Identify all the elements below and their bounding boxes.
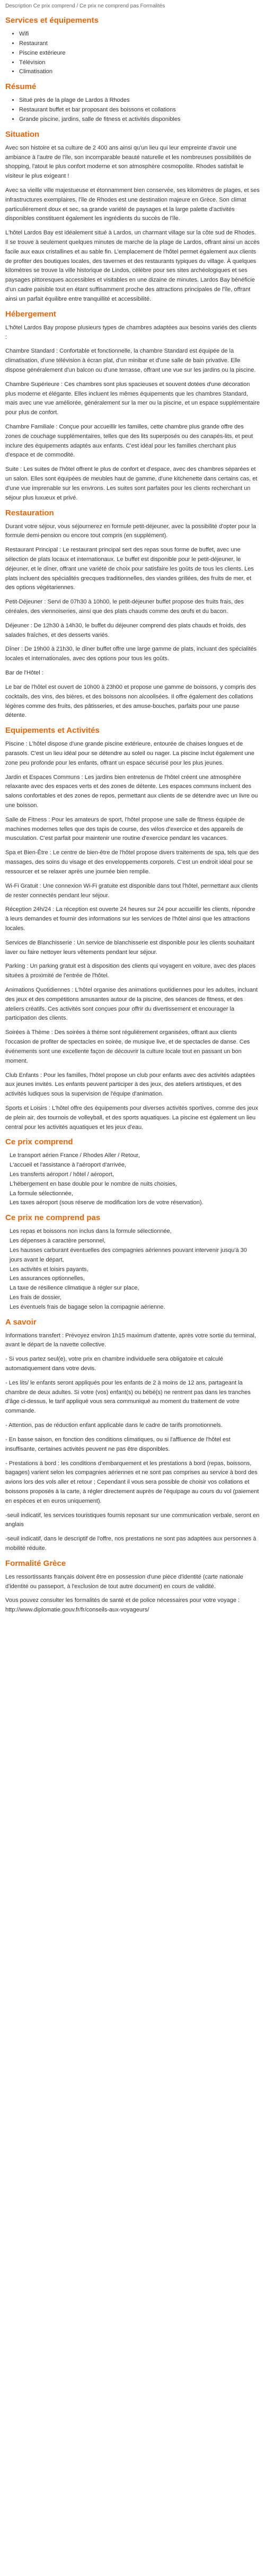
- price-includes-item: Les transferts aéroport / hôtel / aéroport,: [10, 1171, 114, 1178]
- services-list: [5, 30, 260, 77]
- hebergement-title: Hébergement: [5, 309, 56, 319]
- restauration-paragraph: Restaurant Principal : Le restaurant principal sert des repas sous forme de buffet, avec une sélection de plats locaux et internationaux. Le buffet est disponible pour le petit-déjeuner, le déjeuner, et le dîner, offrant une variété de choix pour satisfaire les goûts de tous les clients. Les plats incluent des spécialités grecques traditionnelles, des viandes grillées, des fruits de mer, et des options végétariennes.: [5, 547, 254, 591]
- savoir-paragraph: -seuil indicatif, les services touristiques fournis reposant sur une communication verbale, seront en anglais: [5, 1512, 260, 1528]
- equipements-paragraph: Club Enfants : Pour les familles, l'hôtel propose un club pour enfants avec des activités adaptées aux jeunes invités. Les enfants peuvent participer à des jeux, des ateliers artistiques, et des activités ludiques sous la supervision de l'équipe d'animation.: [5, 1072, 255, 1098]
- equipements-paragraph: Piscine : L'hôtel dispose d'une grande piscine extérieure, entourée de chaises longues et de parasols. C'est un lieu idéal pour se détendre au soleil ou nager. La piscine inclut également une zone peu profonde pour les enfants, offrant un espace sécurisé pour les plus jeunes.: [5, 741, 254, 766]
- equipements-paragraph: Soirées à Thème : Des soirées à thème sont régulièrement organisées, offrant aux clients l'occasion de profiter de spectacles en soirée, de musique live, et de spectacles de danse. Ces événements sont une excellente façon de découvrir la culture locale tout en passant un bon moment.: [5, 1029, 250, 1064]
- resume-item: • Restaurant buffet et bar proposant des boissons et collations: [19, 106, 260, 115]
- equipements-paragraph: Spa et Bien-Être : Le centre de bien-être de l'hôtel propose divers traitements de spa, tels que des massages, des soins du visage et des enveloppements corporels. C'est un endroit idéal pour se ressourcer et se relaxer après une journée bien remplie.: [5, 849, 259, 875]
- situation-paragraph: L'hôtel Lardos Bay est idéalement situé à Lardos, un charmant village sur la côte sud de Rhodes. Il se trouve à seulement quelques minutes de marche de la plage de Lardos, offrant ainsi un accès facile aux eaux cristallines et au sable fin. L'emplacement de l'hôtel permet également aux clients de profiter des boutiques locales, des tavernes et des restaurants typiques du village. À quelques kilomètres se trouve la ville historique de Lindos, célèbre pour ses sites archéologiques et ses paysages pittoresques accessibles et visitables en une dizaine de minutes. Lardos Bay bénéficie d'un cadre paisible tout en étant suffisamment proche des attractions principales de l'île, offrant ainsi un parfait équilibre entre tranquillité et accessibilité.: [5, 230, 260, 302]
- services-item: • Piscine extérieure: [19, 49, 260, 58]
- price-includes-title: Ce prix comprend: [5, 1137, 73, 1147]
- services-section: [5, 16, 260, 77]
- restauration-paragraph: Bar de l'Hôtel :: [5, 670, 43, 677]
- price-excludes-item: Les assurances optionnelles,: [10, 1275, 85, 1282]
- price-includes-item: Le transport aérien France / Rhodes Aller / Retour,: [10, 1152, 140, 1159]
- situation-title: Situation: [5, 129, 40, 139]
- price-excludes-item: Les activités et loisirs payants,: [10, 1266, 89, 1273]
- situation-section: [5, 130, 260, 304]
- savoir-title: A savoir: [5, 1317, 37, 1327]
- equipements-paragraph: Parking : Un parking gratuit est à disposition des clients qui voyagent en voiture, avec des places situées à proximité de l'entrée de l'hôtel.: [5, 963, 256, 979]
- savoir-paragraph: -seuil indicatif, dans le descriptif de l'offre, nos prestations ne sont pas adaptées aux personnes à mobilité réduite.: [5, 1536, 257, 1552]
- hebergement-paragraph: Suite : Les suites de l'hôtel offrent le plus de confort et d'espace, avec des chambres séparées et un salon. Elles sont équipées de meubles haut de gamme, d'une kitchenette dans certains cas, et d'une vue imprenable sur les environs. Les suites sont parfaites pour les clients recherchant un séjour plus luxueux et privé.: [5, 466, 258, 501]
- hebergement-paragraph: Chambre Standard : Confortable et fonctionnelle, la chambre Standard est équipée de la climatisation, d'une télévision à écran plat, d'un minibar et d'une salle de bain privative. Elle dispose généralement d'un balcon ou d'une terrasse, offrant une vue sur les jardins ou la piscine.: [5, 348, 256, 373]
- hebergement-paragraph: Chambre Supérieure : Ces chambres sont plus spacieuses et souvent dotées d'une décoration plus moderne et élégante. Elles incluent les mêmes équipements que les chambres Standard, mais avec une vue améliorée, généralement sur la mer ou la piscine, et un espace supplémentaire pour plus de confort.: [5, 381, 260, 416]
- savoir-paragraph: - En basse saison, en fonction des conditions climatiques, ou si l'affluence de l'hôtel est insuffisante, certaines activités peuvent ne pas être disponibles.: [5, 1436, 231, 1452]
- price-excludes-item: Les dépenses à caractère personnel,: [10, 1238, 106, 1245]
- savoir-section: [5, 1318, 260, 1554]
- services-title: Services et équipements: [5, 16, 99, 25]
- price-excludes-item: Les frais de dossier,: [10, 1294, 61, 1301]
- price-includes-item: La formule sélectionnée,: [10, 1190, 73, 1197]
- equipements-paragraph: Sports et Loisirs : L'hôtel offre des équipements pour diverses activités sportives, comme des jeux de plein air, des tournois de volleyball, et des sports aquatiques. La piscine est également un lieu central pour les activités aquatiques et les jeux d'eau.: [5, 1105, 258, 1131]
- price-includes-item: Les taxes aéroport (sous réserve de modification lors de votre réservation).: [10, 1199, 204, 1206]
- resume-list: [5, 96, 260, 124]
- price-excludes-item: La taxe de résilience climatique à régler sur place,: [10, 1285, 139, 1292]
- resume-title: Résumé: [5, 82, 37, 92]
- price-excludes-title: Ce prix ne comprend pas: [5, 1213, 101, 1223]
- services-item: • Wifi: [19, 30, 260, 39]
- restauration-title: Restauration: [5, 508, 54, 518]
- restauration-paragraph: Durant votre séjour, vous séjournerez en formule petit-déjeuner, avec la possibilité d'opter pour la formule demi-pension ou encore tout compris (en supplément).: [5, 523, 256, 539]
- equipements-paragraph: Réception 24h/24 : La réception est ouverte 24 heures sur 24 pour accueillir les clients, répondre à leurs demandes et fournir des informations sur les services de l'hôtel ainsi que les attractions locales.: [5, 906, 255, 932]
- resume-item: • Situé près de la plage de Lardos à Rhodes: [19, 96, 260, 106]
- restauration-section: [5, 509, 260, 721]
- equipements-paragraph: Jardin et Espaces Communs : Les jardins bien entretenus de l'hôtel créent une atmosphère relaxante avec des espaces verts et des zones de détente. Les espaces communs incluent des salons confortables et des zones de repos, permettant aux clients de se détendre avec un livre ou une boisson.: [5, 774, 258, 809]
- resume-item: • Grande piscine, jardins, salle de fitness et activités disponibles: [19, 115, 260, 125]
- price-excludes-item: Les éventuels frais de bagage selon la compagnie aérienne.: [10, 1303, 165, 1310]
- price-includes-item: L'accueil et l'assistance à l'aéroport d'arrivée,: [10, 1162, 126, 1169]
- equipements-paragraph: Wi-Fi Gratuit : Une connexion Wi-Fi gratuite est disponible dans tout l'hôtel, permettant aux clients de rester connectés pendant leur séjour.: [5, 882, 258, 899]
- savoir-paragraph: Informations transfert : Prévoyez environ 1h15 maximum d'attente, après votre sortie du terminal, avant le départ de la navette collective.: [5, 1332, 256, 1348]
- equipements-paragraph: Salle de Fitness : Pour les amateurs de sport, l'hôtel propose une salle de fitness équipée de machines modernes telles que des tapis de course, des vélos d'exercice et des appareils de musculation. C'est parfait pour maintenir une routine d'exercice pendant les vacances.: [5, 816, 245, 842]
- resume-section: [5, 82, 260, 124]
- hebergement-section: [5, 310, 260, 503]
- formalite-paragraph: Les ressortissants français doivent être en possession d'une pièce d'identité (carte nationale d'identité ou passeport, à l'exclusion de tout autre document) en cours de validité.: [5, 1573, 243, 1590]
- savoir-paragraph: - Si vous partez seul(e), votre prix en chambre individuelle sera obligatoire et calculé automatiquement dans votre devis.: [5, 1356, 223, 1372]
- savoir-paragraph: - Les lits/ le enfants seront appliqués pour les enfants de 2 à moins de 12 ans, partageant la chambre de deux adultes. Si votre (vos) enfant(s) ou bébé(s) ne rentrent pas dans les tranches d'âge ci-dessus, le tarif appliqué vous sera communiqué au moment du traitement de votre commande.: [5, 1379, 251, 1415]
- price-excludes-item: Les hausses carburant éventuelles des compagnies aériennes pouvant intervenir jusqu'à 30 jours avant le départ,: [10, 1247, 247, 1263]
- services-item: • Télévision: [19, 58, 260, 68]
- savoir-paragraph: - Attention, pas de réduction enfant applicable dans le cadre de tarifs promotionnels.: [5, 1422, 223, 1429]
- restauration-paragraph: Déjeuner : De 12h30 à 14h30, le buffet du déjeuner comprend des plats chauds et froids, des salades fraîches, et des desserts variés.: [5, 622, 246, 638]
- savoir-paragraph: - Prestations à bord : les conditions d'embarquement et les prestations à bord (repas, boissons, bagages) varient selon les compagnies aériennes et ne sont pas comprises au service à bord des avions lors des vols aller et retour ; Cependant il vous sera possible de choisir vos collations et boissons proposés à la carte, à régler directement auprès de l'équipage au cours du vol (paiement en espèces et en euros uniquement).: [5, 1460, 259, 1504]
- formalite-section: [5, 1559, 260, 1615]
- equipements-section: [5, 726, 260, 1132]
- restauration-paragraph: Petit-Déjeuner : Servi de 07h30 à 10h00, le petit-déjeuner buffet propose des fruits frais, des céréales, des viennoiseries, ainsi que des plats chauds comme des œufs et du bacon.: [5, 599, 244, 615]
- price-includes-item: L'hébergement en base double pour le nombre de nuits choisies,: [10, 1180, 177, 1187]
- price-includes-section: [5, 1137, 260, 1208]
- situation-paragraph: Avec sa vieille ville majestueuse et étonnamment bien conservée, ses kilomètres de plages, et ses infrastructures exemplaires, l'île de Rhodes est une destination majeure en Grèce. Son climat particulièrement doux et sec, sa grande variété de paysages et la large palette d'activités disponibles constituent également les ingrédients du succès de l'île.: [5, 187, 260, 222]
- restauration-paragraph: Le bar de l'hôtel est ouvert de 10h00 à 23h00 et propose une gamme de boissons, y compris des cocktails, des vins, des bières, et des boissons non alcoolisées. Il offre également des collations légères comme des fruits, des pâtisseries, et des amuse-bouches, parfaits pour une pause détente.: [5, 684, 256, 719]
- price-excludes-section: [5, 1213, 260, 1312]
- situation-paragraph: Avec son histoire et sa culture de 2 400 ans ainsi qu'un lieu qui leur empreinte d'avoir une ambiance à l'autre de l'île, son incomparable beauté naturelle et les nombreuses possibilités de shopping, l'atout le plus confort moderne et son atmosphère cosmopolite. Rhodes satisfait le visiteur le plus exigeant !: [5, 144, 252, 180]
- services-item: • Restaurant: [19, 39, 260, 49]
- price-excludes-list: [5, 1227, 260, 1312]
- equipements-paragraph: Services de Blanchisserie : Un service de blanchisserie est disponible pour les clients souhaitant laver ou faire nettoyer leurs vêtements pendant leur séjour.: [5, 939, 255, 956]
- hebergement-paragraph: Chambre Familiale : Conçue pour accueillir les familles, cette chambre plus grande offre des zones de couchage supplémentaires, telles que des lits superposés ou des canapés-lits, et peut inclure des équipements adaptés aux enfants. C'est idéal pour les familles cherchant plus d'espace et de commodité.: [5, 424, 253, 459]
- restauration-paragraph: Dîner : De 19h00 à 21h30, le dîner buffet offre une large gamme de plats, incluant des spécialités locales et internationales, avec des options pour tous les goûts.: [5, 646, 257, 662]
- equipements-paragraph: Animations Quotidiennes : L'hôtel organise des animations quotidiennes pour les adultes, incluant des jeux et des compétitions amusantes autour de la piscine, des séances de fitness, et des ateliers créatifs. Ces activités sont conçues pour offrir du divertissement et encourager la participation des clients.: [5, 987, 258, 1022]
- price-excludes-item: Les repas et boissons non inclus dans la formule sélectionnée,: [10, 1228, 172, 1235]
- services-item: • Climatisation: [19, 67, 260, 77]
- description-tabs-line: Description Ce prix comprend / Ce prix ne comprend pas Formalités: [5, 3, 165, 9]
- price-includes-list: [5, 1151, 260, 1208]
- hebergement-paragraph: L'hôtel Lardos Bay propose plusieurs types de chambres adaptées aux besoins variés des clients :: [5, 324, 257, 340]
- equipements-title: Equipements et Activités: [5, 726, 100, 735]
- formalite-paragraph[interactable]: Vous pouvez consulter les formalités de santé et de police nécessaires pour votre voyage : http://www.diplomatie.gouv.fr/fr/conseils-aux-voyageurs/: [5, 1597, 240, 1614]
- formalite-title: Formalité Grèce: [5, 1558, 66, 1568]
